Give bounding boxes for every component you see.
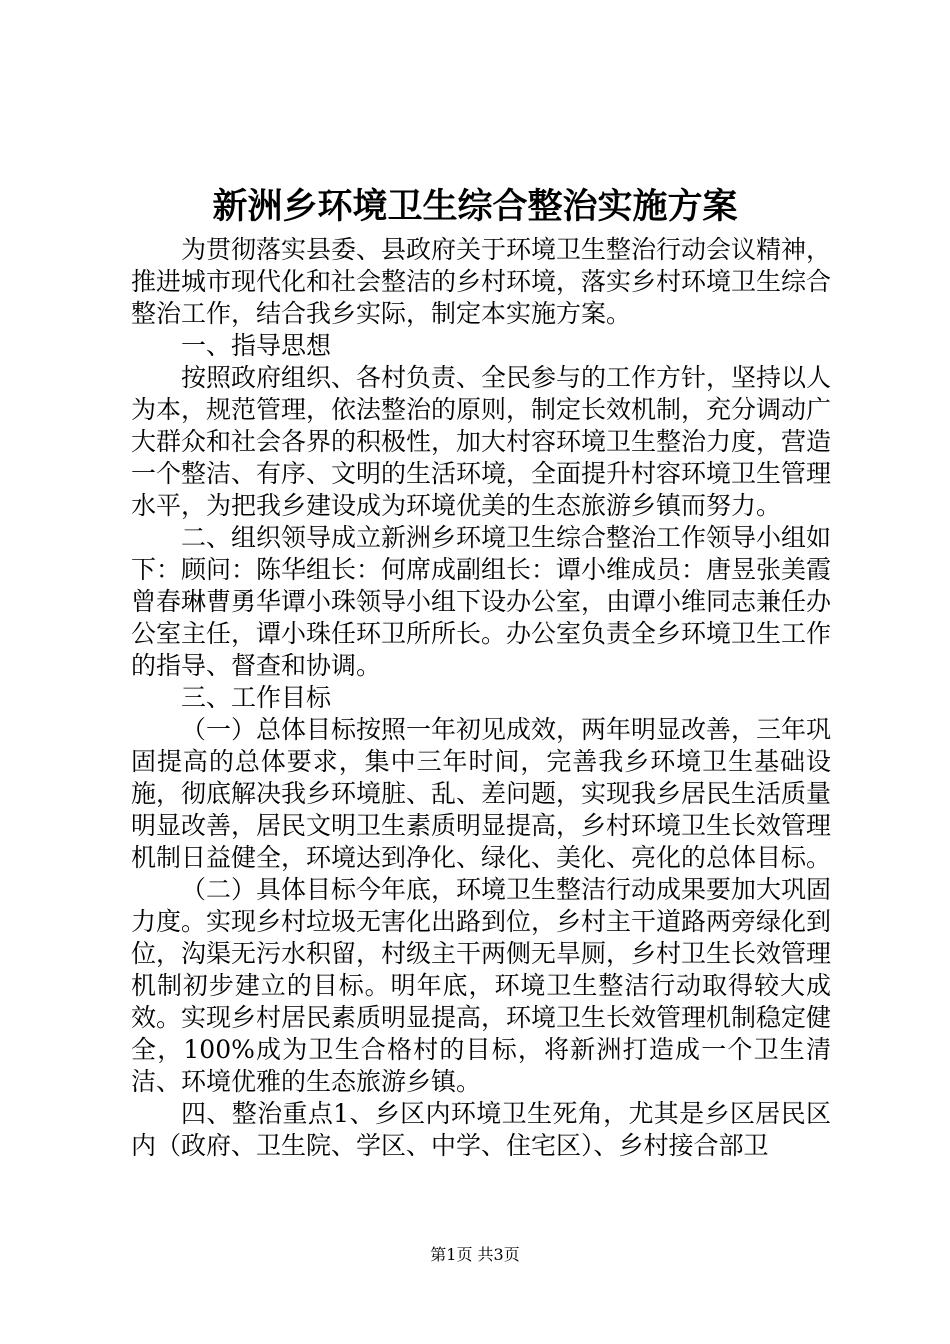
paragraph-overall-goal: （一）总体目标按照一年初见成效，两年明显改善，三年巩固提高的总体要求，集中三年时间，完善我乡环境卫生基础设施，彻底解决我乡环境脏、乱、差问题，实现我乡居民生活质量明显改善，居民文明卫生素质明显提高，乡村环境卫生长效管理机制日益健全，环境达到净化、绿化、美化、亮化的总体目标。 [131, 715, 832, 872]
page-number-footer: 第1页 共3页 [430, 1245, 520, 1264]
paragraph-key-points: 四、整治重点1、乡区内环境卫生死角，尤其是乡区居民区内（政府、卫生院、学区、中学、住宅区）、乡村接合部卫 [131, 1099, 831, 1160]
paragraph-organization-leadership: 二、组织领导成立新洲乡环境卫生综合整治工作领导小组如下：顾问：陈华组长：何席成副组长：谭小维成员：唐昱张美霞曾春琳曹勇华谭小珠领导小组下设办公室，由谭小维同志兼任办公室主任，谭小珠任环卫所所长。办公室负责全乡环境卫生工作的指导、督查和协调。 [131, 523, 832, 680]
document-body [131, 234, 831, 1162]
section-heading-guiding-thought: 一、指导思想 [181, 331, 332, 360]
section-heading-work-goals: 三、工作目标 [181, 683, 332, 712]
paragraph-specific-goal: （二）具体目标今年底，环境卫生整洁行动成果要加大巩固力度。实现乡村垃圾无害化出路到位，乡村主干道路两旁绿化到位，沟渠无污水积留，村级主干两侧无旱厕，乡村卫生长效管理机制初步建立的目标。明年底，环境卫生整洁行动取得较大成效。实现乡村居民素质明显提高，环境卫生长效管理机制稳定健全，100%成为卫生合格村的目标，将新洲打造成一个卫生清洁、环境优雅的生态旅游乡镇。 [131, 875, 832, 1096]
paragraph-guiding-thought: 按照政府组织、各村负责、全民参与的工作方针，坚持以人为本，规范管理，依法整治的原则，制定长效机制，充分调动广大群众和社会各界的积极性，加大村容环境卫生整治力度，营造一个整洁、有序、文明的生活环境，全面提升村容环境卫生管理水平，为把我乡建设成为环境优美的生态旅游乡镇而努力。 [131, 363, 832, 520]
paragraph-intro: 为贯彻落实县委、县政府关于环境卫生整治行动会议精神，推进城市现代化和社会整洁的乡村环境，落实乡村环境卫生综合整治工作，结合我乡实际，制定本实施方案。 [131, 235, 832, 328]
document-title: 新洲乡环境卫生综合整治实施方案 [212, 186, 738, 227]
